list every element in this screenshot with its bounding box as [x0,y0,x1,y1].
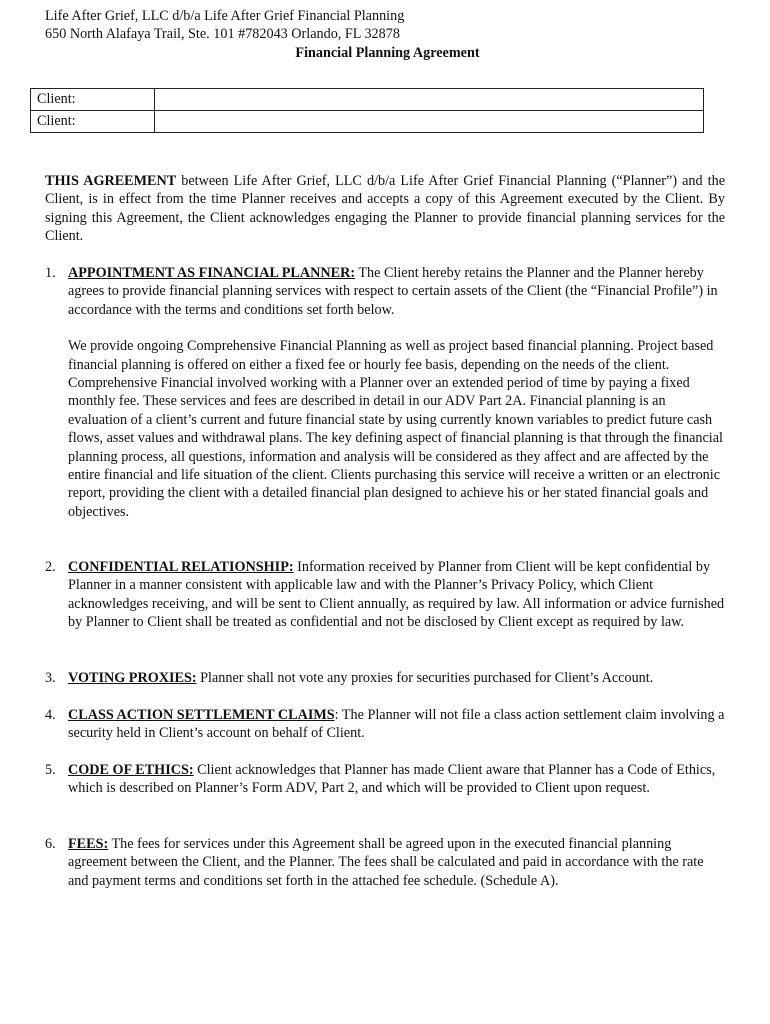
section-heading: APPOINTMENT AS FINANCIAL PLANNER: [68,265,356,281]
section-heading: CODE OF ETHICS: [68,762,194,778]
client-name-field[interactable] [155,89,704,111]
client-row [31,111,704,133]
company-address: 650 North Alafaya Trail, Ste. 101 #782043 Orlando, FL 32878 [45,26,400,43]
section-number: 1. [45,265,56,281]
section-body [68,264,725,319]
client-table [30,88,704,133]
company-name: Life After Grief, LLC d/b/a Life After Grief Financial Planning [45,8,405,24]
section-body [68,835,725,890]
section-text: : The Planner will not file a class action settlement claim involving a security held in Client’s account on behalf of Client. [68,707,725,742]
section-body [68,706,725,743]
section-appointment [45,264,725,521]
section-text: Planner shall not vote any proxies for securities purchased for Client’s Account. [196,670,654,686]
section-body [68,669,725,687]
section-body [68,761,725,798]
document-title: Financial Planning Agreement [295,44,480,61]
section-number: 4. [45,707,56,723]
section-confidential [45,558,725,632]
section-number: 5. [45,762,56,778]
section-number: 2. [45,559,56,575]
section-voting-proxies [45,669,725,687]
section-text: The fees for services under this Agreement shall be agreed upon in the executed financial planning agreement between the Client, and the Planner. The fees shall be calculated and paid in accordance with the rate and payment terms and conditions set forth in the attached fee schedule. (Schedule A). [68,836,704,889]
section-text: Client acknowledges that Planner has made Client aware that Planner has a Code of Ethics, which is described on Planner’s Form ADV, Part 2, and which will be provided to Client upon request. [68,762,716,797]
section-class-action [45,706,725,743]
section-heading: CLASS ACTION SETTLEMENT CLAIMS [68,707,335,723]
letterhead [45,7,735,62]
client-label: Client: [31,111,155,133]
section-heading: FEES: [68,836,109,852]
section-body [68,558,725,632]
section-fees [45,835,725,890]
section-code-of-ethics [45,761,725,798]
intro-lead: THIS AGREEMENT [45,173,177,189]
section-heading: CONFIDENTIAL RELATIONSHIP: [68,559,294,575]
section-paragraph: We provide ongoing Comprehensive Financial Planning as well as project based financial planning. Project based financial planning is offered on either a fixed fee or hourly fee basis, depending on the needs of the client. Comprehensive Financial involved working with a Planner over an extended period of time by paying a fixed monthly fee. These services and fees are described in detail in our ADV Part 2A. Financial planning is an evaluation of a client’s current and future financial state by using currently known variables to predict future cash flows, asset values and withdrawal plans. The key defining aspect of financial planning is that through the financial planning process, all questions, information and analysis will be considered as they affect and are affected by the entire financial and life situation of the client. Clients purchasing this service will receive a written or an electronic report, providing the client with a detailed financial plan designed to achieve his or her stated financial goals and objectives. [68,338,723,520]
client-label: Client: [31,89,155,111]
client-name-field[interactable] [155,111,704,133]
section-text: The Client hereby retains the Planner and the Planner hereby agrees to provide financial planning services with respect to certain assets of the Client (the “Financial Profile”) in accordance with the terms and conditions set forth below. [68,265,718,318]
intro-paragraph [45,172,725,246]
section-heading: VOTING PROXIES: [68,670,197,686]
section-number: 6. [45,836,56,852]
section-number: 3. [45,670,56,686]
client-row [31,89,704,111]
section-text: Information received by Planner from Client will be kept confidential by Planner in a manner consistent with applicable law and with the Planner’s Privacy Policy, which Client acknowledges receiving, and will be sent to Client annually, as required by law. All information or advice furnished by Planner to Client shall be treated as confidential and not be disclosed by Client except as required by law. [68,559,725,631]
intro-text: between Life After Grief, LLC d/b/a Life After Grief Financial Planning (“Planner”) and the Client, is in effect from the time Planner receives and accepts a copy of this Agreement executed by the Client. By signing this Agreement, the Client acknowledges engaging the Planner to provide financial planning services for the Client. [45,173,725,245]
